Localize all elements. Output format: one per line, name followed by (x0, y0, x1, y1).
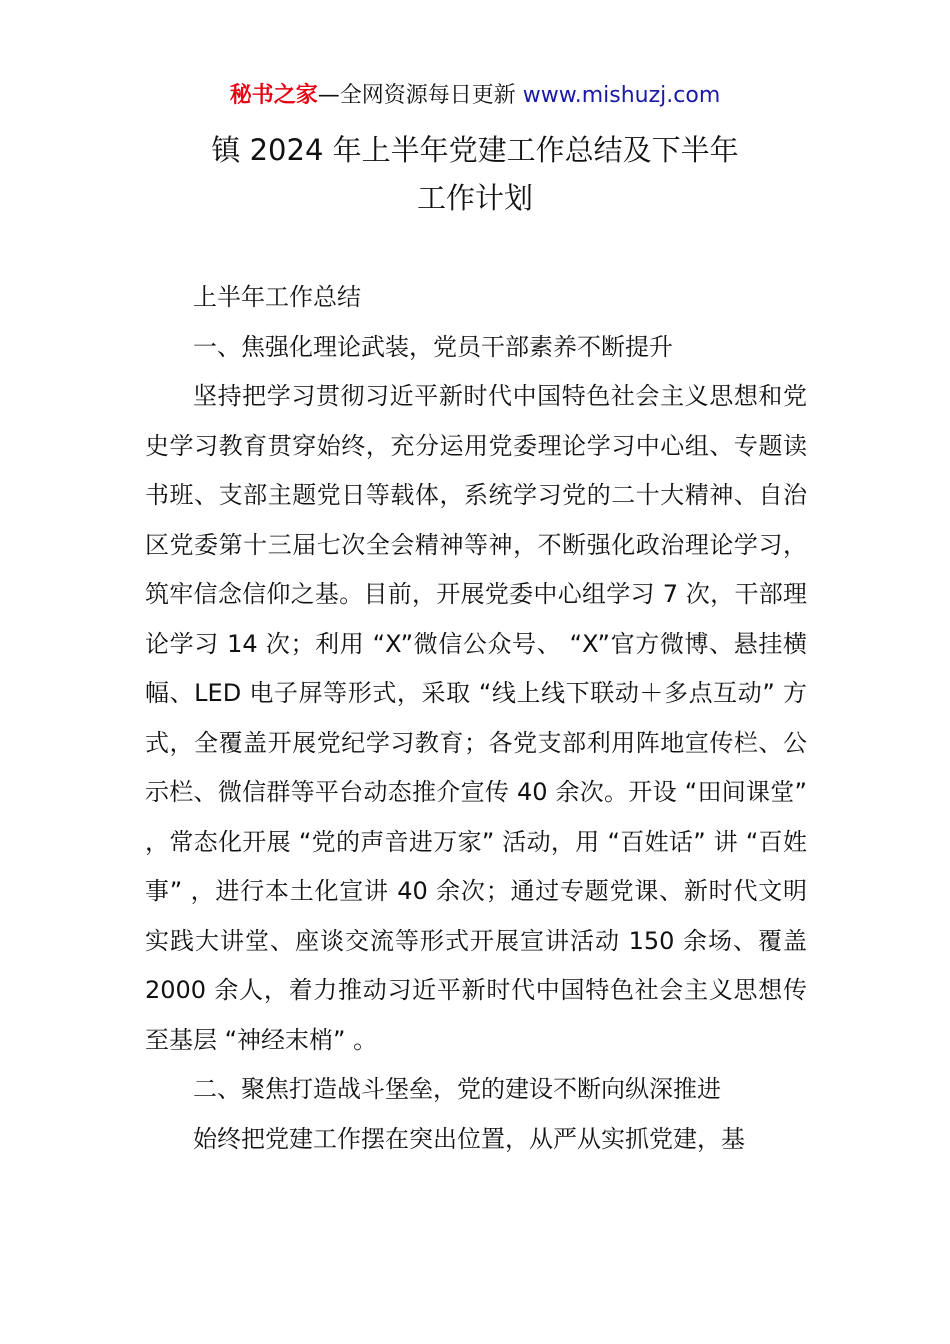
document-title (0, 126, 950, 222)
site-header (0, 78, 950, 114)
paragraph-1: 坚持把学习贯彻习近平新时代中国特色社会主义思想和党史学习教育贯穿始终，充分运用党委理论学习中心组、专题读书班、支部主题党日等载体，系统学习党的二十大精神、自治区党委第十三届七次全会精神等神，不断强化政治理论学习，筑牢信念信仰之基。目前，开展党委中心组学习 7 次，干部理论学习 14 次；利用 “X”微信公众号、 “X”官方微博、悬挂横幅、LED 电子屏等形式，采取 “线上线下联动＋多点互动” 方式，全覆盖开展党纪学习教育；各党支部利用阵地宣传栏、公示栏、微信群等平台动态推介宣传 40 余次。开设 “田间课堂” ，常态化开展 “党的声音进万家” 活动，用 “百姓话” 讲 “百姓事” ，进行本土化宣讲 40 余次；通过专题党课、新时代文明实践大讲堂、座谈交流等形式开展宣讲活动 150 余场、覆盖 2000 余人，着力推动习近平新时代中国特色社会主义思想传至基层 “神经末梢” 。 (145, 382, 807, 1054)
site-tagline: —全网资源每日更新 (317, 83, 516, 108)
site-url-link[interactable]: www.mishuzj.com (522, 83, 721, 108)
section-summary-heading: 上半年工作总结 (193, 283, 361, 311)
title-line-1: 镇 2024 年上半年党建工作总结及下半年 (211, 133, 739, 167)
title-line-2: 工作计划 (416, 181, 533, 215)
section-heading-2: 二、聚焦打造战斗堡垒，党的建设不断向纵深推进 (193, 1075, 721, 1103)
paragraph-2: 始终把党建工作摆在突出位置，从严从实抓党建，基 (193, 1124, 745, 1153)
brand-name: 秘书之家 (229, 83, 318, 108)
document-body (145, 273, 807, 1164)
section-heading-1: 一、焦强化理论武装，党员干部素养不断提升 (193, 332, 673, 361)
